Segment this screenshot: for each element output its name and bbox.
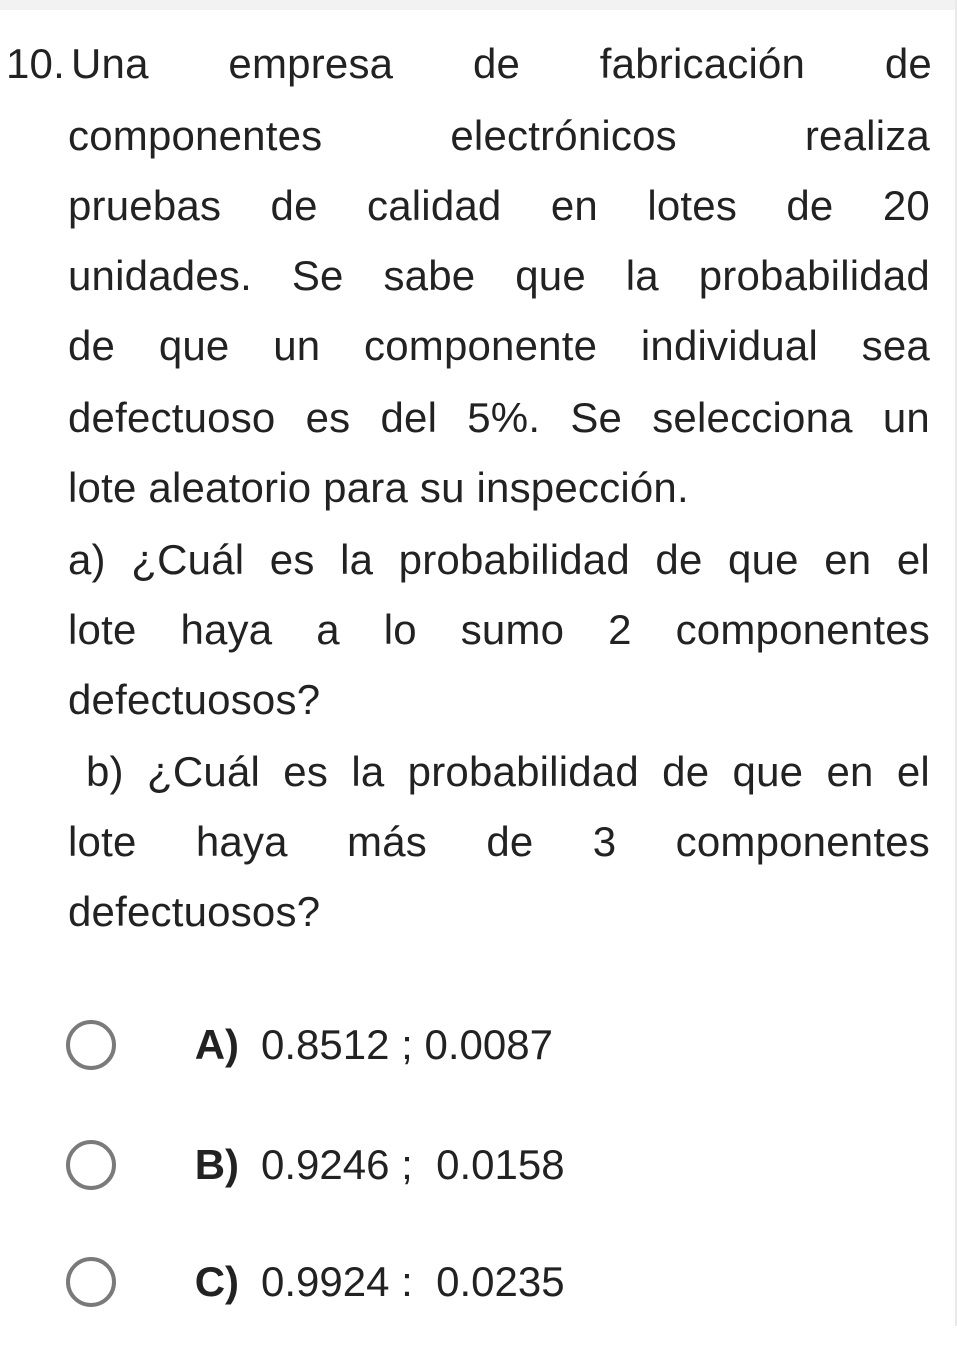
question-word: 20 — [882, 182, 930, 229]
question-line-text: lote aleatorio para su inspección. — [68, 464, 689, 511]
option-b-text: 0.9246 ; 0.0158 — [261, 1141, 565, 1188]
option-c-letter: C) — [194, 1258, 240, 1305]
question-word: 5%. — [467, 394, 541, 441]
question-word: probabilidad — [407, 748, 639, 795]
question-line-4 — [68, 252, 930, 300]
question-line-3 — [68, 182, 930, 230]
option-a-letter: A) — [194, 1021, 240, 1068]
radio-circle-icon[interactable] — [66, 1257, 116, 1307]
question-word: en — [824, 536, 872, 583]
question-word: Una — [71, 40, 149, 87]
question-word: realiza — [804, 112, 930, 159]
question-word: a) — [68, 536, 106, 583]
question-line-10 — [68, 676, 320, 724]
question-word: en — [826, 748, 874, 795]
question-word: probabilidad — [398, 536, 630, 583]
option-c[interactable] — [66, 1252, 565, 1312]
question-word: sumo — [460, 606, 565, 653]
question-line-9 — [68, 606, 930, 654]
question-word: componentes — [675, 606, 930, 653]
question-word: fabricación — [599, 40, 806, 87]
question-word: electrónicos — [450, 112, 677, 159]
question-word: la — [340, 536, 374, 583]
question-word: Se — [570, 394, 623, 441]
question-word: de — [486, 818, 534, 865]
question-word: sea — [861, 322, 930, 369]
question-word: pruebas — [68, 182, 222, 229]
option-b[interactable] — [66, 1135, 565, 1195]
question-word: ¿Cuál — [147, 748, 261, 795]
question-word: probabilidad — [698, 252, 930, 299]
option-c-text: 0.9924 : 0.0235 — [261, 1258, 565, 1305]
question-word: selecciona — [652, 394, 853, 441]
question-word: calidad — [367, 182, 502, 229]
question-word: de — [68, 322, 116, 369]
question-word: la — [625, 252, 659, 299]
question-line-7 — [68, 464, 689, 512]
question-word: lote — [68, 818, 137, 865]
question-word: de — [662, 748, 710, 795]
radio-circle-icon[interactable] — [66, 1140, 116, 1190]
question-line-5 — [68, 322, 930, 370]
question-word: de — [884, 40, 932, 87]
question-word: que — [732, 748, 804, 795]
question-word: componente — [364, 322, 598, 369]
question-word: b) — [86, 748, 124, 795]
question-word: que — [728, 536, 799, 583]
question-word: empresa — [228, 40, 394, 87]
question-word: defectuoso — [68, 394, 276, 441]
question-word: de — [270, 182, 318, 229]
question-word: haya — [180, 606, 273, 653]
question-word: que — [158, 322, 230, 369]
question-word: el — [896, 748, 930, 795]
question-word: que — [515, 252, 586, 299]
question-word: de — [655, 536, 703, 583]
option-a-text: 0.8512 ; 0.0087 — [261, 1021, 553, 1068]
question-word: más — [347, 818, 427, 865]
question-word: de — [472, 40, 521, 87]
question-line-8 — [68, 536, 930, 584]
question-word: componentes — [68, 112, 323, 159]
question-word: a — [316, 606, 340, 653]
question-line-1 — [6, 40, 932, 88]
question-word: lotes — [647, 182, 738, 229]
question-line-11 — [86, 748, 930, 796]
radio-circle-icon[interactable] — [66, 1020, 116, 1070]
question-word: individual — [640, 322, 818, 369]
question-word: Se — [291, 252, 344, 299]
question-word: 2 — [608, 606, 632, 653]
question-word: un — [882, 394, 930, 441]
question-word: ¿Cuál — [131, 536, 245, 583]
question-word: 3 — [592, 818, 617, 865]
question-word: un — [273, 322, 321, 369]
top-strip — [0, 0, 957, 10]
question-word: componentes — [675, 818, 930, 865]
question-word: de — [786, 182, 834, 229]
question-line-text: defectuosos? — [68, 888, 321, 935]
question-word: lote — [68, 606, 137, 653]
question-word: haya — [195, 818, 288, 865]
question-line-2 — [68, 112, 930, 160]
question-line-12 — [68, 818, 930, 866]
question-word: la — [351, 748, 385, 795]
question-word: sabe — [383, 252, 476, 299]
question-word: es — [269, 536, 315, 583]
question-word: es — [283, 748, 329, 795]
question-line-13 — [68, 888, 320, 936]
question-word: del — [380, 394, 438, 441]
question-number: 10. — [6, 40, 65, 87]
option-a[interactable] — [66, 1015, 553, 1075]
question-word: en — [550, 182, 598, 229]
question-word: el — [896, 536, 930, 583]
question-word: lo — [383, 606, 417, 653]
option-b-letter: B) — [194, 1141, 240, 1188]
question-line-6 — [68, 394, 930, 442]
question-word: es — [305, 394, 351, 441]
question-word: unidades. — [68, 252, 252, 299]
question-line-text: defectuosos? — [68, 676, 321, 723]
